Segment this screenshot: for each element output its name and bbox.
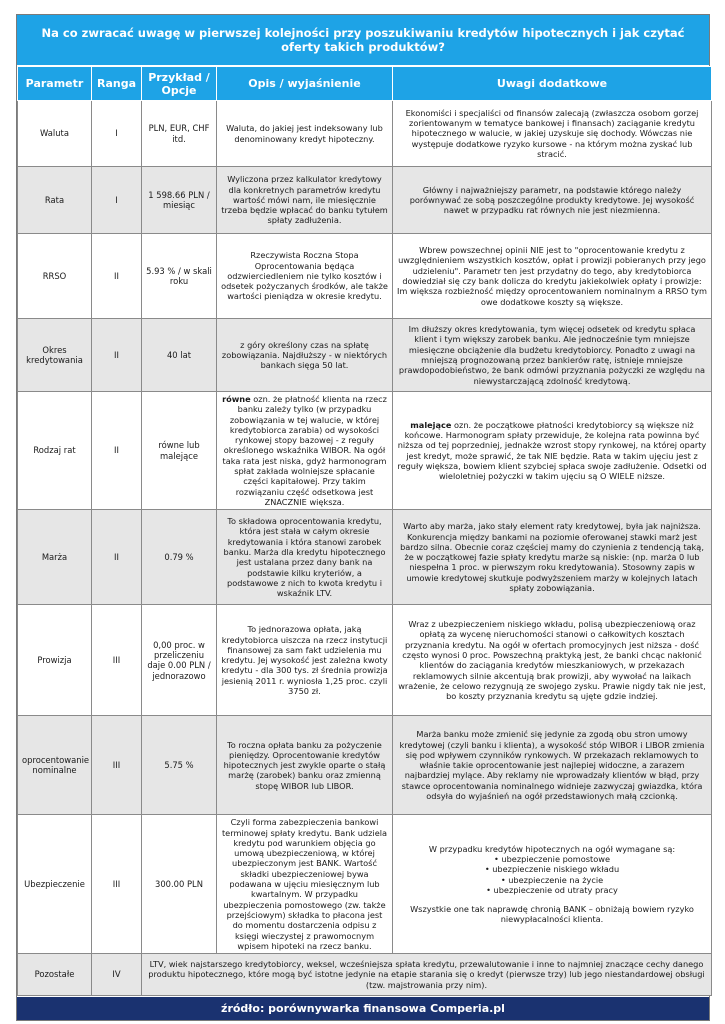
desc-text: ozn. że płatność klienta na rzecz banku zależy tylko (w przypadku zobowiązania w tej walucie, w której kredytobiorca zarabia) od wysokości rynkowej stopy bazowej - z reguły określonego wskaźnika WIBOR. Na ogół taka rata jest niska, gdyż harmonogram spłat zakłada wolniejsze spłacanie części kapitałowej. Przy takim rozwiązaniu część odsetkowa jest ZNACZNIE większa. xyxy=(222,394,387,507)
list-item: • ubezpieczenie na życie xyxy=(500,874,604,885)
row-other-text: LTV, wiek najstarszego kredytobiorcy, weksel, wcześniejsza spłata kredytu, przewalutowanie i inne to najmniej znaczące cechy danego produktu hipotecznego, które mogą być istotne jedynie na etapie starania się o kredyt (pierwsze trzy) lub jego niestandardowej obsługi (tzw. majstrowania przy nim). xyxy=(142,954,712,996)
row-rank: III xyxy=(92,815,142,954)
row-example: 0.79 % xyxy=(142,510,217,605)
row-name: Pozostałe xyxy=(18,954,92,996)
notes-keyword: malejące xyxy=(410,419,452,430)
comparison-table-container xyxy=(16,14,710,1021)
table-row xyxy=(18,392,712,510)
row-desc xyxy=(217,392,393,510)
row-example: 5.75 % xyxy=(142,716,217,815)
row-name: Waluta xyxy=(18,101,92,167)
row-notes: Ekonomiści i specjaliści od finansów zalecają (zwłaszcza osobom gorzej zorientowanym w tematyce bankowej i finansach) zaciąganie kredytu hipotecznego w walucie, w jakiej uzyskuje się dochody. Wówczas nie występuje dodatkowe ryzyko kursowe - na którym można zyskać lub stracić. xyxy=(393,101,712,167)
row-desc: Rzeczywista Roczna Stopa Oprocentowania będąca odzwierciedleniem nie tylko kosztów i odsetek pożyczanych środków, ale także wartości pieniądza w okresie kredytu. xyxy=(217,234,393,319)
row-example: 300.00 PLN xyxy=(142,815,217,954)
row-desc: Wyliczona przez kalkulator kredytowy dla konkretnych parametrów kredytu wartość mówi nam, ile miesięcznie trzeba będzie wpłacać do banku tytułem spłaty zadłużenia. xyxy=(217,167,393,234)
row-desc: To składowa oprocentowania kredytu, która jest stała w całym okresie kredytowania i która stanowi zarobek banku. Marża dla kredytu hipotecznego jest ustalana przez dany bank na podstawie kilku kryteriów, a podstawowe z nich to kwota kredytu i wskaźnik LTV. xyxy=(217,510,393,605)
row-name: RRSO xyxy=(18,234,92,319)
table-header-row xyxy=(18,67,712,101)
header-rank: Ranga xyxy=(92,67,142,101)
desc-keyword: równe xyxy=(222,394,251,404)
row-notes xyxy=(393,392,712,510)
row-rank: III xyxy=(92,716,142,815)
row-desc: To roczna opłata banku za pożyczenie pieniędzy. Oprocentowanie kredytów hipotecznych jest zwykle oparte o stałą marżę (zarobek) banku oraz zmienną stopę WIBOR lub LIBOR. xyxy=(217,716,393,815)
table-row xyxy=(18,510,712,605)
row-example: 1 598.66 PLN / miesiąc xyxy=(142,167,217,234)
notes-text: ozn. że początkowe płatności kredytobiorcy są większe niż końcowe. Harmonogram spłaty przewiduje, że kolejna rata powinna być niższa od tej poprzedniej, jednakże wzrost stopy rynkowej, na której oparty jest kredyt, może sprawić, że tak NIE będzie. Rata w takim ujęciu jest z reguły większa, bowiem klient szybciej spłaca swoje zadłużenie. Odsetki od wieloletniej pożyczki w takim ujęciu są O WIELE niższe. xyxy=(397,419,707,482)
row-name: Prowizja xyxy=(18,605,92,716)
row-desc: Waluta, do jakiej jest indeksowany lub denominowany kredyt hipoteczny. xyxy=(217,101,393,167)
header-desc: Opis / wyjaśnienie xyxy=(217,67,393,101)
row-desc: Czyli forma zabezpieczenia bankowi terminowej spłaty kredytu. Bank udziela kredytu pod warunkiem objęcia go umową ubezpieczeniową, w której ubezpieczonym jest BANK. Wartość składki ubezpieczeniowej bywa podawana w ujęciu miesięcznym lub kwartalnym. W przypadku ubezpieczenia pomostowego (zw. także przejściowym) składka to płacona jest do momentu dostarczenia odpisu z księgi wieczystej z prawomocnym wpisem hipoteki na rzecz banku. xyxy=(217,815,393,954)
row-example: PLN, EUR, CHF itd. xyxy=(142,101,217,167)
row-example: 40 lat xyxy=(142,319,217,392)
row-example: równe lub malejące xyxy=(142,392,217,510)
list-item: • ubezpieczenie pomostowe xyxy=(493,853,610,864)
list-item: • ubezpieczenie od utraty pracy xyxy=(486,884,618,895)
row-rank: II xyxy=(92,392,142,510)
table-row xyxy=(18,605,712,716)
table-row xyxy=(18,101,712,167)
mortgage-parameters-table xyxy=(17,66,712,996)
notes-intro: W przypadku kredytów hipotecznych na ogół wymagane są: xyxy=(428,843,676,854)
row-notes: Marża banku może zmienić się jedynie za zgodą obu stron umowy kredytowej (czyli banku i klienta), a wysokość stóp WIBOR i LIBOR zmienia się pod wpływem czynników rynkowych. W przekazach reklamowych to właśnie takie oprocentowanie jest najlepiej widoczne, a zarazem najbardziej mylące. Aby reklamy nie wprowadzały klientów w błąd, przy stawce oprocentowania nominalnego widnieje zazwyczaj gwiazdka, która odsyła do wyjaśnień na ogół przedstawionych małą czcionką. xyxy=(393,716,712,815)
row-name: Ubezpieczenie xyxy=(18,815,92,954)
row-notes: Warto aby marża, jako stały element raty kredytowej, była jak najniższa. Konkurencja między bankami na poziomie oferowanej stawki marż jest bardzo silna. Obecnie coraz częściej mamy do czynienia z tendencją taką, że w początkowej fazie spłaty kredytu marże są niskie: (np. marża 0 lub niespełna 1 proc. w pierwszym roku kredytowania). Stosowny zapis w umowie kredytowej skutkuje podwyższeniem marży w kolejnych latach spłaty zobowiązania. xyxy=(393,510,712,605)
row-rank: III xyxy=(92,605,142,716)
header-example: Przykład / Opcje xyxy=(142,67,217,101)
table-row xyxy=(18,319,712,392)
row-name: Rodzaj rat xyxy=(18,392,92,510)
row-rank: II xyxy=(92,510,142,605)
row-desc: To jednorazowa opłata, jaką kredytobiorca uiszcza na rzecz instytucji finansowej za sam fakt udzielenia mu kredytu. Jej wysokość jest zależna kwoty kredytu - dla 300 tys. zł średnia prowizja jesienią 2011 r. wyniosła 1,25 proc. czyli 3750 zł. xyxy=(217,605,393,716)
row-notes: Wraz z ubezpieczeniem niskiego wkładu, polisą ubezpieczeniową oraz opłatą za wycenę nieruchomości stanowi o całkowitych kosztach przyznania kredytu. Na ogół w ofertach promocyjnych jest niższa - dość często wynosi 0 proc. Powszechną praktyką jest, że banki chcąc nakłonić klientów do zaciągania kredytów mieszkaniowych, w przekazach reklamowych silnie akcentują brak prowizji, aby wywołać na laikach wrażenie, że celowo rezygnują ze swojego zysku. Prawie nigdy tak nie jest, bo koszty przyznania kredytu są ujęte gdzie indziej. xyxy=(393,605,712,716)
table-row xyxy=(18,716,712,815)
row-notes: Główny i najważniejszy parametr, na podstawie którego należy porównywać ze sobą poszczególne produkty kredytowe. Jej wysokość nawet w przypadku rat równych nie jest niezmienna. xyxy=(393,167,712,234)
notes-outro: Wszystkie one tak naprawdę chronią BANK – obniżają bowiem ryzyko niewypłacalności klienta. xyxy=(410,904,694,925)
row-example: 5.93 % / w skali roku xyxy=(142,234,217,319)
row-rank: I xyxy=(92,101,142,167)
row-rank: IV xyxy=(92,954,142,996)
row-notes xyxy=(393,815,712,954)
header-notes: Uwagi dodatkowe xyxy=(393,67,712,101)
header-param: Parametr xyxy=(18,67,92,101)
list-item: • ubezpieczenie niskiego wkładu xyxy=(484,864,620,875)
row-name: Rata xyxy=(18,167,92,234)
table-row xyxy=(18,954,712,996)
row-notes: Wbrew powszechnej opinii NIE jest to "oprocentowanie kredytu z uwzględnieniem wszystkich kosztów, opłat i prowizji pobieranych przy jego udzieleniu". Parametr ten jest przydatny do tego, aby kredytobiorca dowiedział się czy bank dolicza do kredytu jakiekolwiek opłaty i prowizje: Im większa rozbieżność między oprocentowaniem nominalnym a RRSO tym owe dodatkowe koszty są większe. xyxy=(393,234,712,319)
row-notes: Im dłuższy okres kredytowania, tym więcej odsetek od kredytu spłaca klient i tym większy zarobek banku. Ale jednocześnie tym mniejsze miesięczne obciążenie dla budżetu kredytobiorcy. Ponadto z uwagi na mniejszą prognozowaną przez bankierów ratę, istnieje mniejsze prawdopodobieństwo, że bank odmówi przyznania pożyczki ze względu na niewystarczającą zdolność kredytową. xyxy=(393,319,712,392)
row-name: Marża xyxy=(18,510,92,605)
row-name: Okres kredytowania xyxy=(18,319,92,392)
row-rank: II xyxy=(92,234,142,319)
row-desc: z góry określony czas na spłatę zobowiązania. Najdłuższy - w niektórych bankach sięga 50 lat. xyxy=(217,319,393,392)
row-example: 0,00 proc. w przeliczeniu daje 0.00 PLN / jednorazowo xyxy=(142,605,217,716)
row-rank: II xyxy=(92,319,142,392)
row-name: oprocentowanie nominalne xyxy=(18,716,92,815)
table-row xyxy=(18,234,712,319)
table-row xyxy=(18,167,712,234)
table-row xyxy=(18,815,712,954)
source-footer: źródło: porównywarka finansowa Comperia.pl xyxy=(17,996,709,1020)
page-title: Na co zwracać uwagę w pierwszej kolejności przy poszukiwaniu kredytów hipotecznych i jak czytać oferty takich produktów? xyxy=(17,15,709,66)
row-rank: I xyxy=(92,167,142,234)
